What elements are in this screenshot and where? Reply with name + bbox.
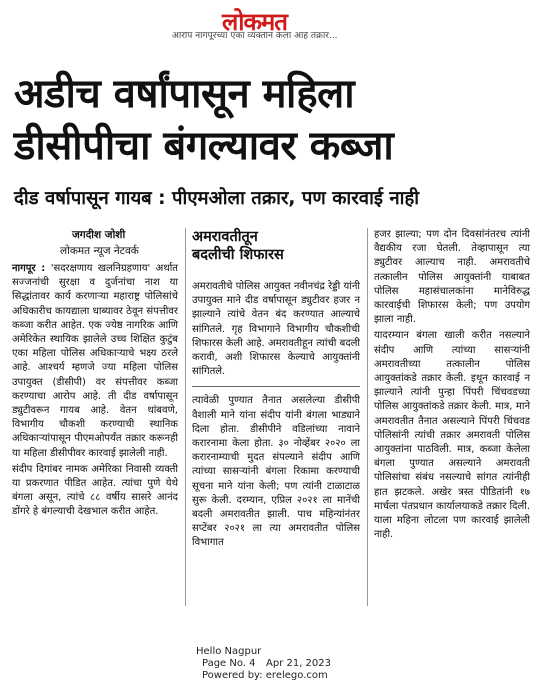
- column-1-paragraph-1: [12, 262, 178, 461]
- news-agency: लोकमत न्यूज नेटवर्क: [60, 245, 139, 257]
- previous-article-strip: आरोप नागपूरच्या एका व्यक्तीने केला आहे तक्रार...: [172, 32, 338, 40]
- sidebar-box-rule: [192, 386, 360, 387]
- sidebar-box-text: अमरावतीचे पोलिस आयुक्त नवीनचंद्र रेड्डी यांनी उपायुक्त माने दीड वर्षापासून ड्युटीवर हजर न झाल्याने त्यांचे वेतन बंद करण्यात आल्याचे सांगितले. गृह विभागाने विभागीय चौकशीची शिफारस केली आहे. अमरावतीहून त्यांची बदली करावी, अशी शिफारस केल्याचे आयुक्तांनी सांगितले.: [192, 281, 360, 378]
- article-column-3: [374, 228, 530, 542]
- subheadline: दीड वर्षापासून गायब : पीएमओला तक्रार, पण कारवाई नाही: [14, 188, 420, 209]
- column-divider-2: [367, 228, 368, 606]
- newspaper-logo: लोकमत: [222, 8, 287, 36]
- masthead: [0, 0, 537, 42]
- article-column-1: [12, 262, 178, 520]
- footer-edition: Hello Nagpur: [196, 646, 262, 657]
- dateline: नागपूर :: [12, 263, 46, 274]
- sidebar-box-heading: [192, 228, 342, 264]
- column-1-paragraph-1-text: 'सदरक्षणाय खलनिग्रहणाय' अर्थात सज्जनांची सुरक्षा व दुर्जनांचा नाश या सिद्धांतावर कार्य करणाऱ्या महाराष्ट्र पोलिसांचे अधिकारीच कायद्याला धाब्यावर ठेवून संपत्तीवर कब्जा करीत आहेत. एक ज्येष्ठ नागरिक आणि अमेरिकेत स्थायिक झालेले उच्च शिक्षित कुटुंब एका महिला पोलिस अधिकाऱ्याचे भक्ष्य ठरले आहे. आश्चर्य म्हणजे ज्या महिला पोलिस उपायुक्त (डीसीपी) वर संपत्तीवर कब्जा करण्याचा आरोप आहे. ती दीड वर्षापासून ड्युटीवरून गायब आहे. वेतन थांबवणे, विभागीय चौकशी करण्याची स्थानिक अधिकाऱ्यांपासून पीएमओपर्यंत तक्रार करूनही या महिला डीसीपीवर कारवाई झालेली नाही.: [12, 263, 179, 459]
- article-column-2: [192, 280, 360, 551]
- footer-powered-by: Powered by: erelego.com: [202, 670, 328, 681]
- column-3-paragraph-2: यादरम्यान बंगला खाली करीत नसल्याने संदीप आणि त्यांच्या सासऱ्यांनी अमरावतीच्या तत्कालीन पोलिस आयुक्तांकडे तक्रार केली. इथून कारवाई न झाल्याने त्यांनी पुन्हा पिंपरी चिंचवडच्या पोलिस आयुक्तांकडे तक्रार केली. मात्र, माने अमरावतीत तैनात असल्याने पिंपरी चिंचवड पोलिसांनी त्यांची तक्रार अमरावती पोलिस आयुक्तांना पाठविली. मात्र, कब्जा केलेला बंगला पुण्यात असल्याने अमरावती पोलिसांचा संबंध नसल्याचे सांगत त्यांनीही हात झटकले. अखेर त्रस्त पीडितांनी १७ मार्चला पंतप्रधान कार्यालयाकडे तक्रार दिली. याला महिना लोटला पण कारवाई झालेली नाही.: [374, 330, 530, 541]
- headline: [14, 68, 529, 172]
- headline-line-1: अडीच वर्षांपासून महिला: [14, 71, 355, 117]
- column-divider-1: [185, 228, 186, 606]
- column-3-paragraph-1: हजर झाल्या; पण दोन दिवसांनंतरच त्यांनी वैद्यकीय रजा घेतली. तेव्हापासून त्या ड्युटीवर आल्याच नाही. अमरावतीचे तत्कालीन पोलिस आयुक्तांनी याबाबत पोलिस महासंचालकांना मानेविरुद्ध कारवाईची शिफारस केली; पण उपयोग झाला नाही.: [374, 229, 530, 326]
- column-1-paragraph-2: संदीप दिगांबर नामक अमेरिका निवासी व्यक्ती या प्रकरणात पीडित आहेत. त्यांचा पुणे येथे बंगला असून, त्यांचे ८८ वर्षीय सासरे आनंद डोंगरे हे बंगल्याची देखभाल करीत आहेत.: [12, 463, 178, 518]
- sidebar-heading-line-2: बदलीची शिफारस: [192, 247, 284, 263]
- headline-line-2: डीसीपीचा बंगल्यावर कब्जा: [14, 123, 394, 169]
- footer-page-number: Page No. 4: [202, 658, 256, 669]
- column-2-paragraph-1: त्यावेळी पुण्यात तैनात असलेल्या डीसीपी वैशाली माने यांना संदीप यांनी बंगला भाड्याने दिला होता. डीसीपीने वडिलांच्या नावाने करारनामा केला होता. ३० नोव्हेंबर २०२० ला करारनाम्याची मुदत संपल्याने संदीप आणि त्यांच्या सासऱ्यांनी बंगला रिकामा करण्याची सूचना माने यांना केली; पण त्यांनी टाळाटाळ सुरू केली. दरम्यान, एप्रिल २०२१ ला मानेंची बदली अमरावतीत झाली. पाच महिन्यांनंतर सप्टेंबर २०२१ ला त्या अमरावतीत पोलिस विभागात: [192, 395, 360, 549]
- footer-date: Apr 21, 2023: [266, 658, 332, 669]
- byline: जगदीश जोशी: [72, 229, 126, 241]
- sidebar-heading-line-1: अमरावतीतून: [192, 229, 258, 245]
